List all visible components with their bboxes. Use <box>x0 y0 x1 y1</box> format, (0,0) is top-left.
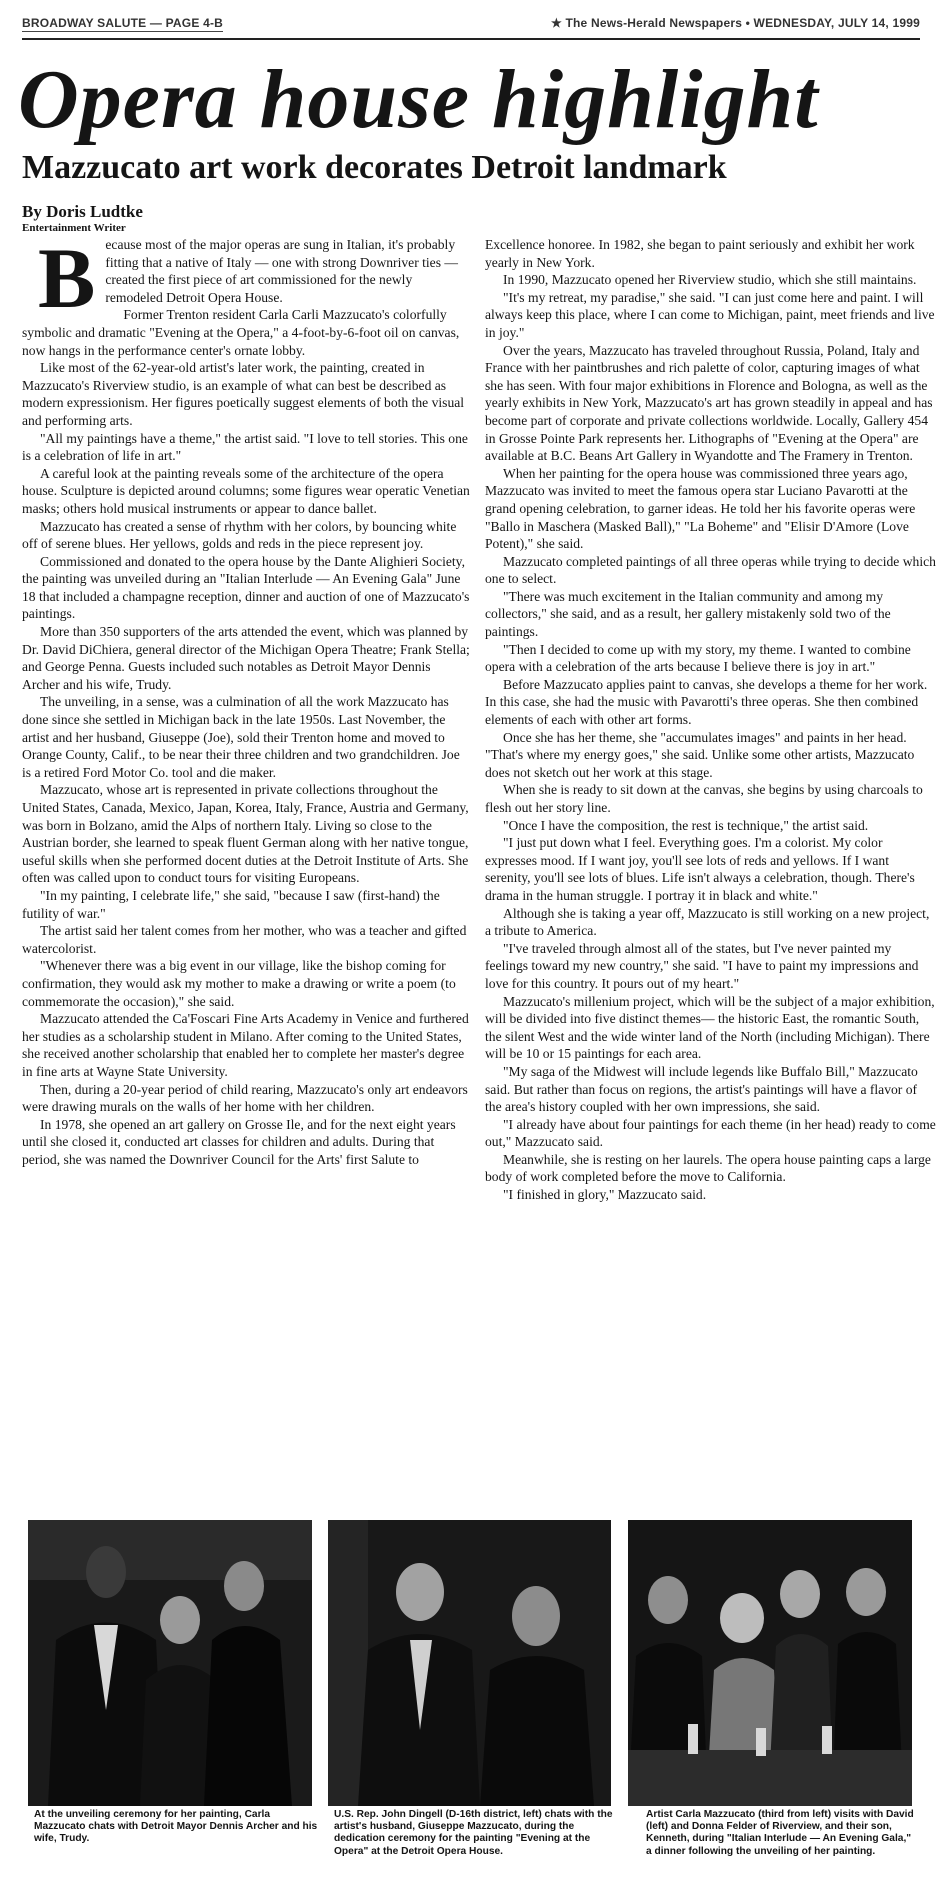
paragraph-text: ecause most of the major operas are sung in Italian, it's probably fitting that a native of Italy — one with strong Downriver ties — created the first piece of art commissioned for the newly remodeled Detroit Opera House. <box>105 237 458 305</box>
paragraph: Meanwhile, she is resting on her laurels. The opera house painting caps a large body of work completed before the move to California. <box>485 1151 931 1185</box>
paragraph: Then, during a 20-year period of child rearing, Mazzucato's only art endeavors were drawing murals on the walls of her home with her children. <box>22 1081 468 1115</box>
byline-role: Entertainment Writer <box>22 222 126 234</box>
photo-image <box>28 1520 312 1806</box>
paragraph: When her painting for the opera house was commissioned three years ago, Mazzucato was invited to meet the famous opera star Luciano Pavarotti at the grand opening celebration, to garner ideas. He told her his favorite operas were "Ballo in Maschera (Masked Ball)," "La Boheme" and "Elisir D'Amore (Love Potent)," she said. <box>485 465 916 552</box>
paragraph: "Once I have the composition, the rest is technique," the artist said. <box>503 817 869 833</box>
photo-caption: U.S. Rep. John Dingell (D-16th district, left) chats with the artist's husband, Giuseppe Mazzucato, during the dedication ceremony for the painting "Evening at the Opera" at the Detroit Opera House. <box>334 1809 613 1857</box>
paragraph: Commissioned and donated to the opera house by the Dante Alighieri Society, the painting was unveiled during an "Italian Interlude — An Evening Gala" June 18 that included a champagne reception, dinner and auction of one of Mazzucato's paintings. <box>22 553 470 622</box>
lead-paragraph <box>22 230 470 326</box>
paper-dateline: ★ The News-Herald Newspapers • WEDNESDAY, JULY 14, 1999 <box>551 16 920 30</box>
paragraph: In 1990, Mazzucato opened her Riverview studio, which she still maintains. <box>503 272 917 288</box>
article-column-1 <box>22 230 470 1168</box>
paragraph: "All my paintings have a theme," the artist said. "I love to tell stories. This one is a celebration of life in art." <box>22 430 468 464</box>
top-rule <box>22 38 920 40</box>
paragraph: "Whenever there was a big event in our village, like the bishop coming for confirmation, they would ask my mother to make a drawing or write a poem (to commemorate the occasion)," she said. <box>22 958 456 1009</box>
photo-dingell-chat <box>328 1520 611 1806</box>
paragraph: Former Trenton resident Carla Carli Mazzucato's colorfully symbolic and dramatic "Evening at the Opera," a 4-foot-by-6-foot oil on canvas, now hangs in the performance center's ornate lobby. <box>22 307 460 358</box>
paragraph: "Then I decided to come up with my story, my theme. I wanted to combine opera with a celebration of the arts because I believe there is joy in art." <box>485 641 911 675</box>
paragraph: "I just put down what I feel. Everything goes. I'm a colorist. My color expresses mood. If I want joy, you'll see lots of reds and yellows. If I want serenity, you'll see lots of blues. Life isn't always a celebration, though. There's drama in the human struggle. I portray it in black and white." <box>485 835 915 903</box>
article-column-2 <box>485 236 937 1204</box>
paragraph: Like most of the 62-year-old artist's later work, the painting, created in Mazzucato's Riverview studio, is an example of what can best be described as modern expressionism. Her figures poetically suggest elements of both the visual and performing arts. <box>22 360 465 428</box>
drop-cap: B <box>38 230 96 326</box>
paragraph: The unveiling, in a sense, was a culmination of all the work Mazzucato has done since she settled in Michigan back in the late 1950s. Last November, the artist and her husband, Giuseppe (Joe), sold their Trenton home and moved to Orange County, Calif., to be near their three children and two grandchildren. Joe is a retired Ford Motor Co. tool and die maker. <box>22 694 460 780</box>
paragraph: Mazzucato has created a sense of rhythm with her colors, by bouncing white off of serene blues. Her yellows, golds and reds in the piece represent joy. <box>22 518 457 552</box>
paragraph: Once she has her theme, she "accumulates images" and paints in her head. "That's where my energy goes," she said. Unlike some other artists, Mazzucato does not sketch out her work at this stage. <box>485 729 915 780</box>
paragraph: Excellence honoree. In 1982, she began to paint seriously and exhibit her work yearly in New York. <box>485 237 915 270</box>
paragraph: Over the years, Mazzucato has traveled throughout Russia, Poland, Italy and France with her paintbrushes and rich palette of color, capturing images of what she has seen. With four major exhibitions in Florence and Bologna, as well as the yearly exhibits in New York, Mazzucato's art has grown steadily in appeal and has become part of corporate and private collections worldwide. Locally, Gallery 454 in Grosse Pointe Park represents her. Lithographs of "Evening at the Opera" are available at B.C. Beans Art Gallery in Wyandotte and The Framery in Trenton. <box>485 342 933 464</box>
paragraph: When she is ready to sit down at the canvas, she begins by using charcoals to flesh out her story line. <box>485 782 923 815</box>
paragraph: "It's my retreat, my paradise," she said. "I can just come here and paint. I will always keep this place, where I can come to Michigan, paint, meet friends and live in joy." <box>485 289 935 340</box>
photo-caption: At the unveiling ceremony for her painting, Carla Mazzucato chats with Detroit Mayor Dennis Archer and his wife, Trudy. <box>34 1809 318 1845</box>
paragraph: "My saga of the Midwest will include legends like Buffalo Bill," Mazzucato said. But rather than focus on regions, the artist's paintings will have a flavor of the area's history coupled with her own impressions, she said. <box>485 1063 918 1115</box>
section-folio: BROADWAY SALUTE — PAGE 4-B <box>22 16 224 30</box>
paragraph: Although she is taking a year off, Mazzucato is still working on a new project, a tribute to America. <box>485 905 930 939</box>
paragraph: Mazzucato attended the Ca'Foscari Fine Arts Academy in Venice and furthered her studies as a scholarship student in Milano. After coming to the United States, she received another scholarship that enabled her to complete her master's degree in fine arts at Wayne State University. <box>22 1011 469 1079</box>
paragraph: "I've traveled through almost all of the states, but I've never painted my feelings toward my new country," she said. "I have to paint my impressions and love for this country. It pours out of my heart." <box>485 940 919 991</box>
photo-image <box>328 1520 611 1806</box>
paragraph: Before Mazzucato applies paint to canvas, she develops a theme for her work. In this case, she had the music with Pavarotti's three operas. She then combined elements of each with other art forms. <box>485 676 928 728</box>
paragraph: A careful look at the painting reveals some of the architecture of the opera house. Sculpture is depicted around columns; some figures wear operatic Venetian masks; others hold musical instruments or appear to dance ballet. <box>22 465 470 516</box>
paragraph: "I already have about four paintings for each theme (in her head) ready to come out," Mazzucato said. <box>485 1116 936 1150</box>
paragraph: "In my painting, I celebrate life," she said, "because I saw (first-hand) the futility of war." <box>22 887 440 921</box>
paragraph: The artist said her talent comes from her mother, who was a teacher and gifted watercolorist. <box>22 923 467 956</box>
photo-unveiling-ceremony <box>28 1520 312 1806</box>
photo-image <box>628 1520 912 1806</box>
photo-caption: Artist Carla Mazzucato (third from left) visits with David (left) and Donna Felder of Riverview, and their son, Kenneth, during "Italian Interlude — An Evening Gala," a dinner following the unveiling of her painting. <box>646 1809 914 1857</box>
paragraph: Mazzucato completed paintings of all three operas while trying to decide which one to select. <box>485 553 936 587</box>
headline: Opera house highlight <box>18 53 819 146</box>
paragraph: Mazzucato's millenium project, which will be the subject of a major exhibition, will be divided into five distinct themes— the historic East, the romantic South, the silent West and the wide winter land of the North (including Michigan). There will be 10 or 15 paintings for each area. <box>485 993 935 1062</box>
paragraph: More than 350 supporters of the arts attended the event, which was planned by Dr. David DiChiera, general director of the Michigan Opera Theatre; Frank Stella; and George Penna. Guests included such notables as Detroit Mayor Dennis Archer and his wife, Trudy. <box>22 624 470 692</box>
byline: By Doris Ludtke <box>22 202 143 221</box>
photo-strip <box>28 1520 912 1810</box>
photo-gala-dinner <box>628 1520 912 1806</box>
paragraph: "There was much excitement in the Italian community and among my collectors," she said, and as a result, her gallery mistakenly sold two of the paintings. <box>485 588 891 640</box>
paragraph: Mazzucato, whose art is represented in private collections throughout the United States, Canada, Mexico, Japan, Korea, Italy, France, Austria and Germany, was born in Bolzano, amid the Alps of northern Italy. Living so close to the Austrian border, she learned to speak fluent German along with her native tongue, useful skills when she performed docent duties at the Detroit Institute of Arts. She often was called upon to conduct tours for visiting Europeans. <box>22 782 469 886</box>
paragraph: In 1978, she opened an art gallery on Grosse Ile, and for the next eight years until she closed it, conducted art classes for children and adults. During that period, she was named the Downriver Council for the Arts' first Salute to <box>22 1116 456 1167</box>
subheadline: Mazzucato art work decorates Detroit landmark <box>22 149 727 186</box>
paragraph: "I finished in glory," Mazzucato said. <box>503 1187 707 1203</box>
